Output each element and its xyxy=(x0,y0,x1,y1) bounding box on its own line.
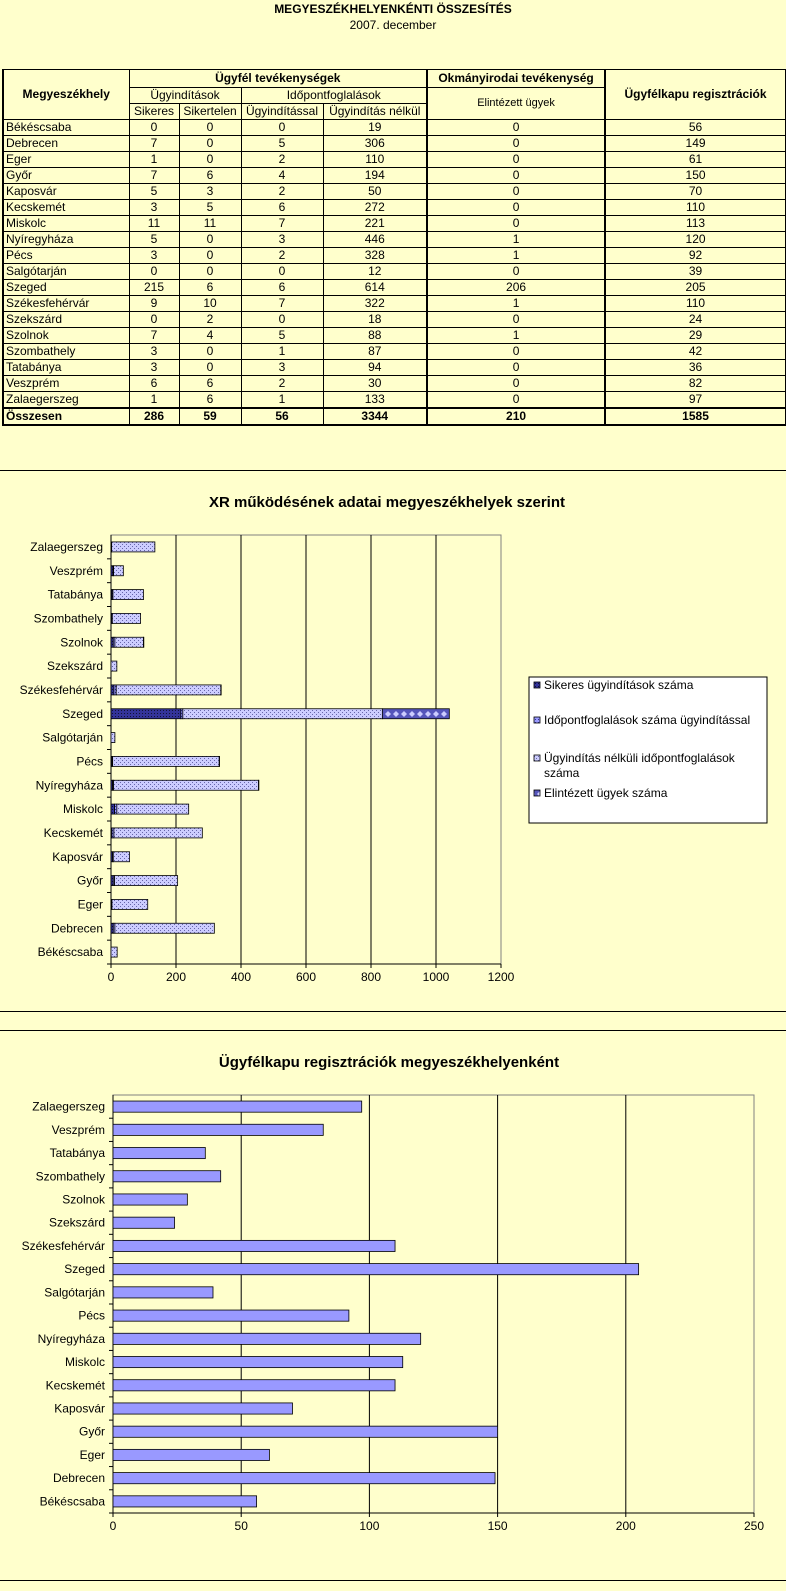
elintezett-cell: 0 xyxy=(427,184,605,200)
header-elintezett-ugyek: Elintézett ügyek xyxy=(427,88,605,120)
table-row xyxy=(3,216,786,232)
ugyinditassal-cell: 7 xyxy=(241,296,323,312)
nelkul-cell: 50 xyxy=(323,184,427,200)
sikertelen-cell: 6 xyxy=(179,392,241,409)
category-label: Békéscsaba xyxy=(39,1494,105,1509)
city-cell: Nyíregyháza xyxy=(3,232,129,248)
bar xyxy=(112,613,140,623)
bar xyxy=(113,1194,187,1205)
header-sikeres: Sikeres xyxy=(129,104,179,120)
nelkul-cell: 221 xyxy=(323,216,427,232)
city-cell: Eger xyxy=(3,152,129,168)
sikertelen-cell: 2 xyxy=(179,312,241,328)
bar xyxy=(114,828,202,838)
x-tick-label: 150 xyxy=(487,1519,508,1533)
table-row xyxy=(3,120,786,136)
category-label: Szolnok xyxy=(60,635,103,650)
sikeres-cell: 7 xyxy=(129,136,179,152)
table-row xyxy=(3,152,786,168)
x-tick-label: 200 xyxy=(165,970,187,984)
sikertelen-cell: 11 xyxy=(179,216,241,232)
table-row xyxy=(3,344,786,360)
category-label: Pécs xyxy=(78,1308,105,1323)
category-label: Salgótarján xyxy=(44,1285,105,1300)
ugyinditassal-cell: 56 xyxy=(241,408,323,425)
category-label: Debrecen xyxy=(52,1471,105,1486)
nelkul-cell: 3344 xyxy=(323,408,427,425)
section-divider xyxy=(0,1580,786,1581)
kapu-cell: 110 xyxy=(605,200,786,216)
report-header xyxy=(0,2,786,32)
bar xyxy=(115,876,178,886)
category-label: Zalaegerszeg xyxy=(30,539,103,554)
category-label: Szekszárd xyxy=(48,1215,105,1230)
kapu-cell: 39 xyxy=(605,264,786,280)
ugyinditassal-cell: 3 xyxy=(241,360,323,376)
legend-swatch xyxy=(534,790,540,796)
bar xyxy=(113,1449,269,1460)
ugyinditassal-cell: 2 xyxy=(241,376,323,392)
elintezett-cell: 1 xyxy=(427,296,605,312)
bar xyxy=(382,709,449,719)
bar xyxy=(113,1171,221,1182)
header-ugyfelkapu: Ügyfélkapu regisztrációk xyxy=(605,70,786,120)
category-label: Eger xyxy=(79,1447,105,1462)
elintezett-cell: 0 xyxy=(427,200,605,216)
kapu-cell: 1585 xyxy=(605,408,786,425)
category-label: Zalaegerszeg xyxy=(32,1099,105,1114)
x-tick-label: 600 xyxy=(295,970,317,984)
ugyinditassal-cell: 1 xyxy=(241,344,323,360)
x-tick-label: 1000 xyxy=(422,970,450,984)
category-label: Kaposvár xyxy=(54,1401,105,1416)
bar xyxy=(113,1310,349,1321)
sikertelen-cell: 3 xyxy=(179,184,241,200)
category-label: Szombathely xyxy=(35,1169,105,1184)
bar xyxy=(117,804,189,814)
category-label: Pécs xyxy=(76,754,103,769)
table-row xyxy=(3,248,786,264)
bar xyxy=(111,947,117,957)
kapu-cell: 82 xyxy=(605,376,786,392)
city-cell: Szombathely xyxy=(3,344,129,360)
elintezett-cell: 210 xyxy=(427,408,605,425)
nelkul-cell: 614 xyxy=(323,280,427,296)
nelkul-cell: 306 xyxy=(323,136,427,152)
elintezett-cell: 1 xyxy=(427,232,605,248)
city-cell: Szekszárd xyxy=(3,312,129,328)
bar xyxy=(113,1240,395,1251)
kapu-cell: 70 xyxy=(605,184,786,200)
elintezett-cell: 0 xyxy=(427,392,605,409)
bar xyxy=(113,1473,495,1484)
sikertelen-cell: 0 xyxy=(179,360,241,376)
header-ugyfel-tevekenysegek: Ügyfél tevékenységek xyxy=(129,70,427,88)
legend-label: Sikeres ügyindítások száma xyxy=(544,678,694,692)
elintezett-cell: 1 xyxy=(427,248,605,264)
bar xyxy=(113,590,144,600)
bar xyxy=(113,1217,175,1228)
category-label: Miskolc xyxy=(62,802,103,817)
legend-swatch xyxy=(534,682,540,688)
sikeres-cell: 0 xyxy=(129,120,179,136)
city-cell: Tatabánya xyxy=(3,360,129,376)
ugyinditassal-cell: 5 xyxy=(241,328,323,344)
section-divider xyxy=(0,470,786,471)
bar xyxy=(113,1356,403,1367)
category-label: Székesfehérvár xyxy=(19,682,103,697)
table-row xyxy=(3,376,786,392)
legend-label: Elintézett ügyek száma xyxy=(544,786,668,800)
table-row xyxy=(3,328,786,344)
bar xyxy=(113,756,220,766)
sikeres-cell: 1 xyxy=(129,152,179,168)
nelkul-cell: 322 xyxy=(323,296,427,312)
kapu-cell: 110 xyxy=(605,296,786,312)
bar xyxy=(112,899,148,909)
total-row xyxy=(3,408,786,425)
bar xyxy=(113,1147,205,1158)
bar xyxy=(113,1124,323,1135)
kapu-cell: 92 xyxy=(605,248,786,264)
bar xyxy=(115,637,144,647)
header-ugyinditassal: Ügyindítással xyxy=(241,104,323,120)
elintezett-cell: 0 xyxy=(427,216,605,232)
kapu-cell: 149 xyxy=(605,136,786,152)
sikertelen-cell: 0 xyxy=(179,264,241,280)
ugyinditassal-cell: 4 xyxy=(241,168,323,184)
city-cell: Békéscsaba xyxy=(3,120,129,136)
category-label: Szolnok xyxy=(62,1192,105,1207)
sikertelen-cell: 0 xyxy=(179,152,241,168)
bar xyxy=(113,1264,639,1275)
category-label: Nyíregyháza xyxy=(37,1331,105,1346)
table-row xyxy=(3,312,786,328)
ugyinditassal-cell: 2 xyxy=(241,248,323,264)
bar xyxy=(113,852,129,862)
section-divider xyxy=(0,1011,786,1012)
kapu-cell: 205 xyxy=(605,280,786,296)
city-cell: Salgótarján xyxy=(3,264,129,280)
kapu-cell: 97 xyxy=(605,392,786,409)
nelkul-cell: 18 xyxy=(323,312,427,328)
bar xyxy=(113,1101,362,1112)
nelkul-cell: 19 xyxy=(323,120,427,136)
sikertelen-cell: 10 xyxy=(179,296,241,312)
category-label: Tatabánya xyxy=(47,587,103,602)
kapu-cell: 42 xyxy=(605,344,786,360)
category-label: Nyíregyháza xyxy=(35,778,103,793)
legend-label: Ügyindítás nélküli időpontfoglalások száma xyxy=(544,751,735,780)
legend-swatch xyxy=(534,717,540,723)
city-cell: Kecskemét xyxy=(3,200,129,216)
ugyfelkapu-chart xyxy=(0,1038,786,1578)
bar xyxy=(114,780,259,790)
ugyinditassal-cell: 6 xyxy=(241,200,323,216)
ugyinditassal-cell: 6 xyxy=(241,280,323,296)
x-tick-label: 0 xyxy=(109,1519,117,1533)
nelkul-cell: 446 xyxy=(323,232,427,248)
city-cell: Szolnok xyxy=(3,328,129,344)
table-row xyxy=(3,184,786,200)
table-row xyxy=(3,168,786,184)
sikeres-cell: 3 xyxy=(129,360,179,376)
legend xyxy=(529,677,767,823)
sikeres-cell: 9 xyxy=(129,296,179,312)
sikertelen-cell: 0 xyxy=(179,136,241,152)
sikertelen-cell: 4 xyxy=(179,328,241,344)
sikeres-cell: 11 xyxy=(129,216,179,232)
x-tick-label: 250 xyxy=(743,1519,765,1533)
bar xyxy=(114,566,124,576)
ugyinditassal-cell: 5 xyxy=(241,136,323,152)
category-label: Szekszárd xyxy=(46,659,103,674)
chart-title: Ügyfélkapu regisztrációk megyeszékhelyenként xyxy=(218,1054,560,1071)
category-label: Győr xyxy=(76,873,103,888)
elintezett-cell: 0 xyxy=(427,264,605,280)
category-label: Veszprém xyxy=(49,563,103,578)
summary-table xyxy=(2,69,786,426)
sikertelen-cell: 6 xyxy=(179,376,241,392)
table-row xyxy=(3,200,786,216)
bar xyxy=(112,542,155,552)
bar xyxy=(111,709,181,719)
sikeres-cell: 5 xyxy=(129,232,179,248)
category-label: Székesfehérvár xyxy=(21,1238,105,1253)
x-tick-label: 800 xyxy=(360,970,382,984)
ugyinditassal-cell: 7 xyxy=(241,216,323,232)
kapu-cell: 36 xyxy=(605,360,786,376)
header-ugyinditas-nelkul: Ügyindítás nélkül xyxy=(323,104,427,120)
city-cell: Pécs xyxy=(3,248,129,264)
category-label: Békéscsaba xyxy=(37,945,103,960)
sikeres-cell: 3 xyxy=(129,344,179,360)
elintezett-cell: 206 xyxy=(427,280,605,296)
city-cell: Debrecen xyxy=(3,136,129,152)
elintezett-cell: 0 xyxy=(427,168,605,184)
nelkul-cell: 30 xyxy=(323,376,427,392)
chart-title: XR működésének adatai megyeszékhelyek szerint xyxy=(208,494,566,511)
category-label: Salgótarján xyxy=(42,730,103,745)
sikeres-cell: 3 xyxy=(129,200,179,216)
ugyinditassal-cell: 0 xyxy=(241,120,323,136)
ugyinditassal-cell: 1 xyxy=(241,392,323,409)
total-label: Összesen xyxy=(3,408,129,425)
nelkul-cell: 328 xyxy=(323,248,427,264)
bar xyxy=(113,1403,292,1414)
x-tick-label: 1200 xyxy=(487,970,515,984)
ugyinditassal-cell: 0 xyxy=(241,264,323,280)
sikeres-cell: 6 xyxy=(129,376,179,392)
category-label: Kecskemét xyxy=(43,825,103,840)
category-label: Szeged xyxy=(64,1262,105,1277)
sikertelen-cell: 59 xyxy=(179,408,241,425)
city-cell: Zalaegerszeg xyxy=(3,392,129,409)
table-row xyxy=(3,392,786,409)
bar xyxy=(111,685,114,695)
table-row xyxy=(3,360,786,376)
bar xyxy=(111,804,115,814)
kapu-cell: 24 xyxy=(605,312,786,328)
bar xyxy=(183,709,383,719)
sikertelen-cell: 6 xyxy=(179,280,241,296)
category-label: Kecskemét xyxy=(45,1378,105,1393)
sikeres-cell: 0 xyxy=(129,312,179,328)
bar xyxy=(113,1287,213,1298)
city-cell: Székesfehérvár xyxy=(3,296,129,312)
sikeres-cell: 5 xyxy=(129,184,179,200)
report-subtitle: 2007. december xyxy=(349,18,437,32)
ugyinditassal-cell: 0 xyxy=(241,312,323,328)
table-row xyxy=(3,280,786,296)
ugyinditassal-cell: 3 xyxy=(241,232,323,248)
table-row xyxy=(3,136,786,152)
kapu-cell: 56 xyxy=(605,120,786,136)
header-ugyinditasok: Ügyindítások xyxy=(129,88,241,104)
legend-label: Időpontfoglalások száma ügyindítással xyxy=(544,713,751,727)
city-cell: Győr xyxy=(3,168,129,184)
category-label: Szeged xyxy=(62,706,103,721)
elintezett-cell: 0 xyxy=(427,120,605,136)
elintezett-cell: 0 xyxy=(427,376,605,392)
sikertelen-cell: 0 xyxy=(179,248,241,264)
bar xyxy=(113,1380,395,1391)
sikertelen-cell: 0 xyxy=(179,344,241,360)
nelkul-cell: 88 xyxy=(323,328,427,344)
elintezett-cell: 0 xyxy=(427,152,605,168)
elintezett-cell: 0 xyxy=(427,344,605,360)
x-tick-label: 400 xyxy=(230,970,252,984)
xr-chart xyxy=(0,478,786,1008)
category-label: Kaposvár xyxy=(52,849,103,864)
header-okmanyirodai: Okmányirodai tevékenység xyxy=(427,70,605,88)
nelkul-cell: 110 xyxy=(323,152,427,168)
table-row xyxy=(3,232,786,248)
sikertelen-cell: 0 xyxy=(179,120,241,136)
bar xyxy=(113,1426,498,1437)
sikertelen-cell: 0 xyxy=(179,232,241,248)
category-label: Szombathely xyxy=(33,611,103,626)
nelkul-cell: 12 xyxy=(323,264,427,280)
nelkul-cell: 133 xyxy=(323,392,427,409)
x-tick-label: 200 xyxy=(615,1519,636,1533)
header-megyeszekhely: Megyeszékhely xyxy=(3,70,129,120)
sikeres-cell: 215 xyxy=(129,280,179,296)
sikeres-cell: 7 xyxy=(129,168,179,184)
x-tick-label: 50 xyxy=(234,1519,248,1533)
legend-swatch xyxy=(534,755,540,761)
kapu-cell: 113 xyxy=(605,216,786,232)
city-cell: Kaposvár xyxy=(3,184,129,200)
table-row xyxy=(3,296,786,312)
bar xyxy=(116,685,221,695)
nelkul-cell: 94 xyxy=(323,360,427,376)
kapu-cell: 61 xyxy=(605,152,786,168)
header-idopontfoglalasok: Időpontfoglalások xyxy=(241,88,427,104)
kapu-cell: 29 xyxy=(605,328,786,344)
bar xyxy=(111,661,117,671)
elintezett-cell: 0 xyxy=(427,360,605,376)
ugyinditassal-cell: 2 xyxy=(241,184,323,200)
header-sikertelen: Sikertelen xyxy=(179,104,241,120)
city-cell: Szeged xyxy=(3,280,129,296)
bar xyxy=(113,1496,257,1507)
section-divider xyxy=(0,1030,786,1031)
category-label: Miskolc xyxy=(64,1355,105,1370)
sikertelen-cell: 6 xyxy=(179,168,241,184)
x-tick-label: 0 xyxy=(107,970,115,984)
sikeres-cell: 3 xyxy=(129,248,179,264)
category-label: Veszprém xyxy=(51,1122,105,1137)
legend-box xyxy=(529,677,767,823)
category-label: Debrecen xyxy=(50,921,103,936)
elintezett-cell: 0 xyxy=(427,312,605,328)
city-cell: Veszprém xyxy=(3,376,129,392)
category-label: Tatabánya xyxy=(49,1146,105,1161)
category-label: Győr xyxy=(78,1424,105,1439)
table-row xyxy=(3,264,786,280)
bar xyxy=(111,733,115,743)
sikeres-cell: 7 xyxy=(129,328,179,344)
kapu-cell: 150 xyxy=(605,168,786,184)
kapu-cell: 120 xyxy=(605,232,786,248)
report-title: MEGYESZÉKHELYENKÉNTI ÖSSZESÍTÉS xyxy=(274,2,512,16)
nelkul-cell: 87 xyxy=(323,344,427,360)
x-tick-label: 100 xyxy=(359,1519,380,1533)
sikeres-cell: 0 xyxy=(129,264,179,280)
city-cell: Miskolc xyxy=(3,216,129,232)
sikeres-cell: 1 xyxy=(129,392,179,409)
bar xyxy=(115,923,214,933)
elintezett-cell: 1 xyxy=(427,328,605,344)
sikertelen-cell: 5 xyxy=(179,200,241,216)
sikeres-cell: 286 xyxy=(129,408,179,425)
nelkul-cell: 194 xyxy=(323,168,427,184)
nelkul-cell: 272 xyxy=(323,200,427,216)
category-label: Eger xyxy=(77,897,103,912)
elintezett-cell: 0 xyxy=(427,136,605,152)
ugyinditassal-cell: 2 xyxy=(241,152,323,168)
bar xyxy=(113,1333,421,1344)
